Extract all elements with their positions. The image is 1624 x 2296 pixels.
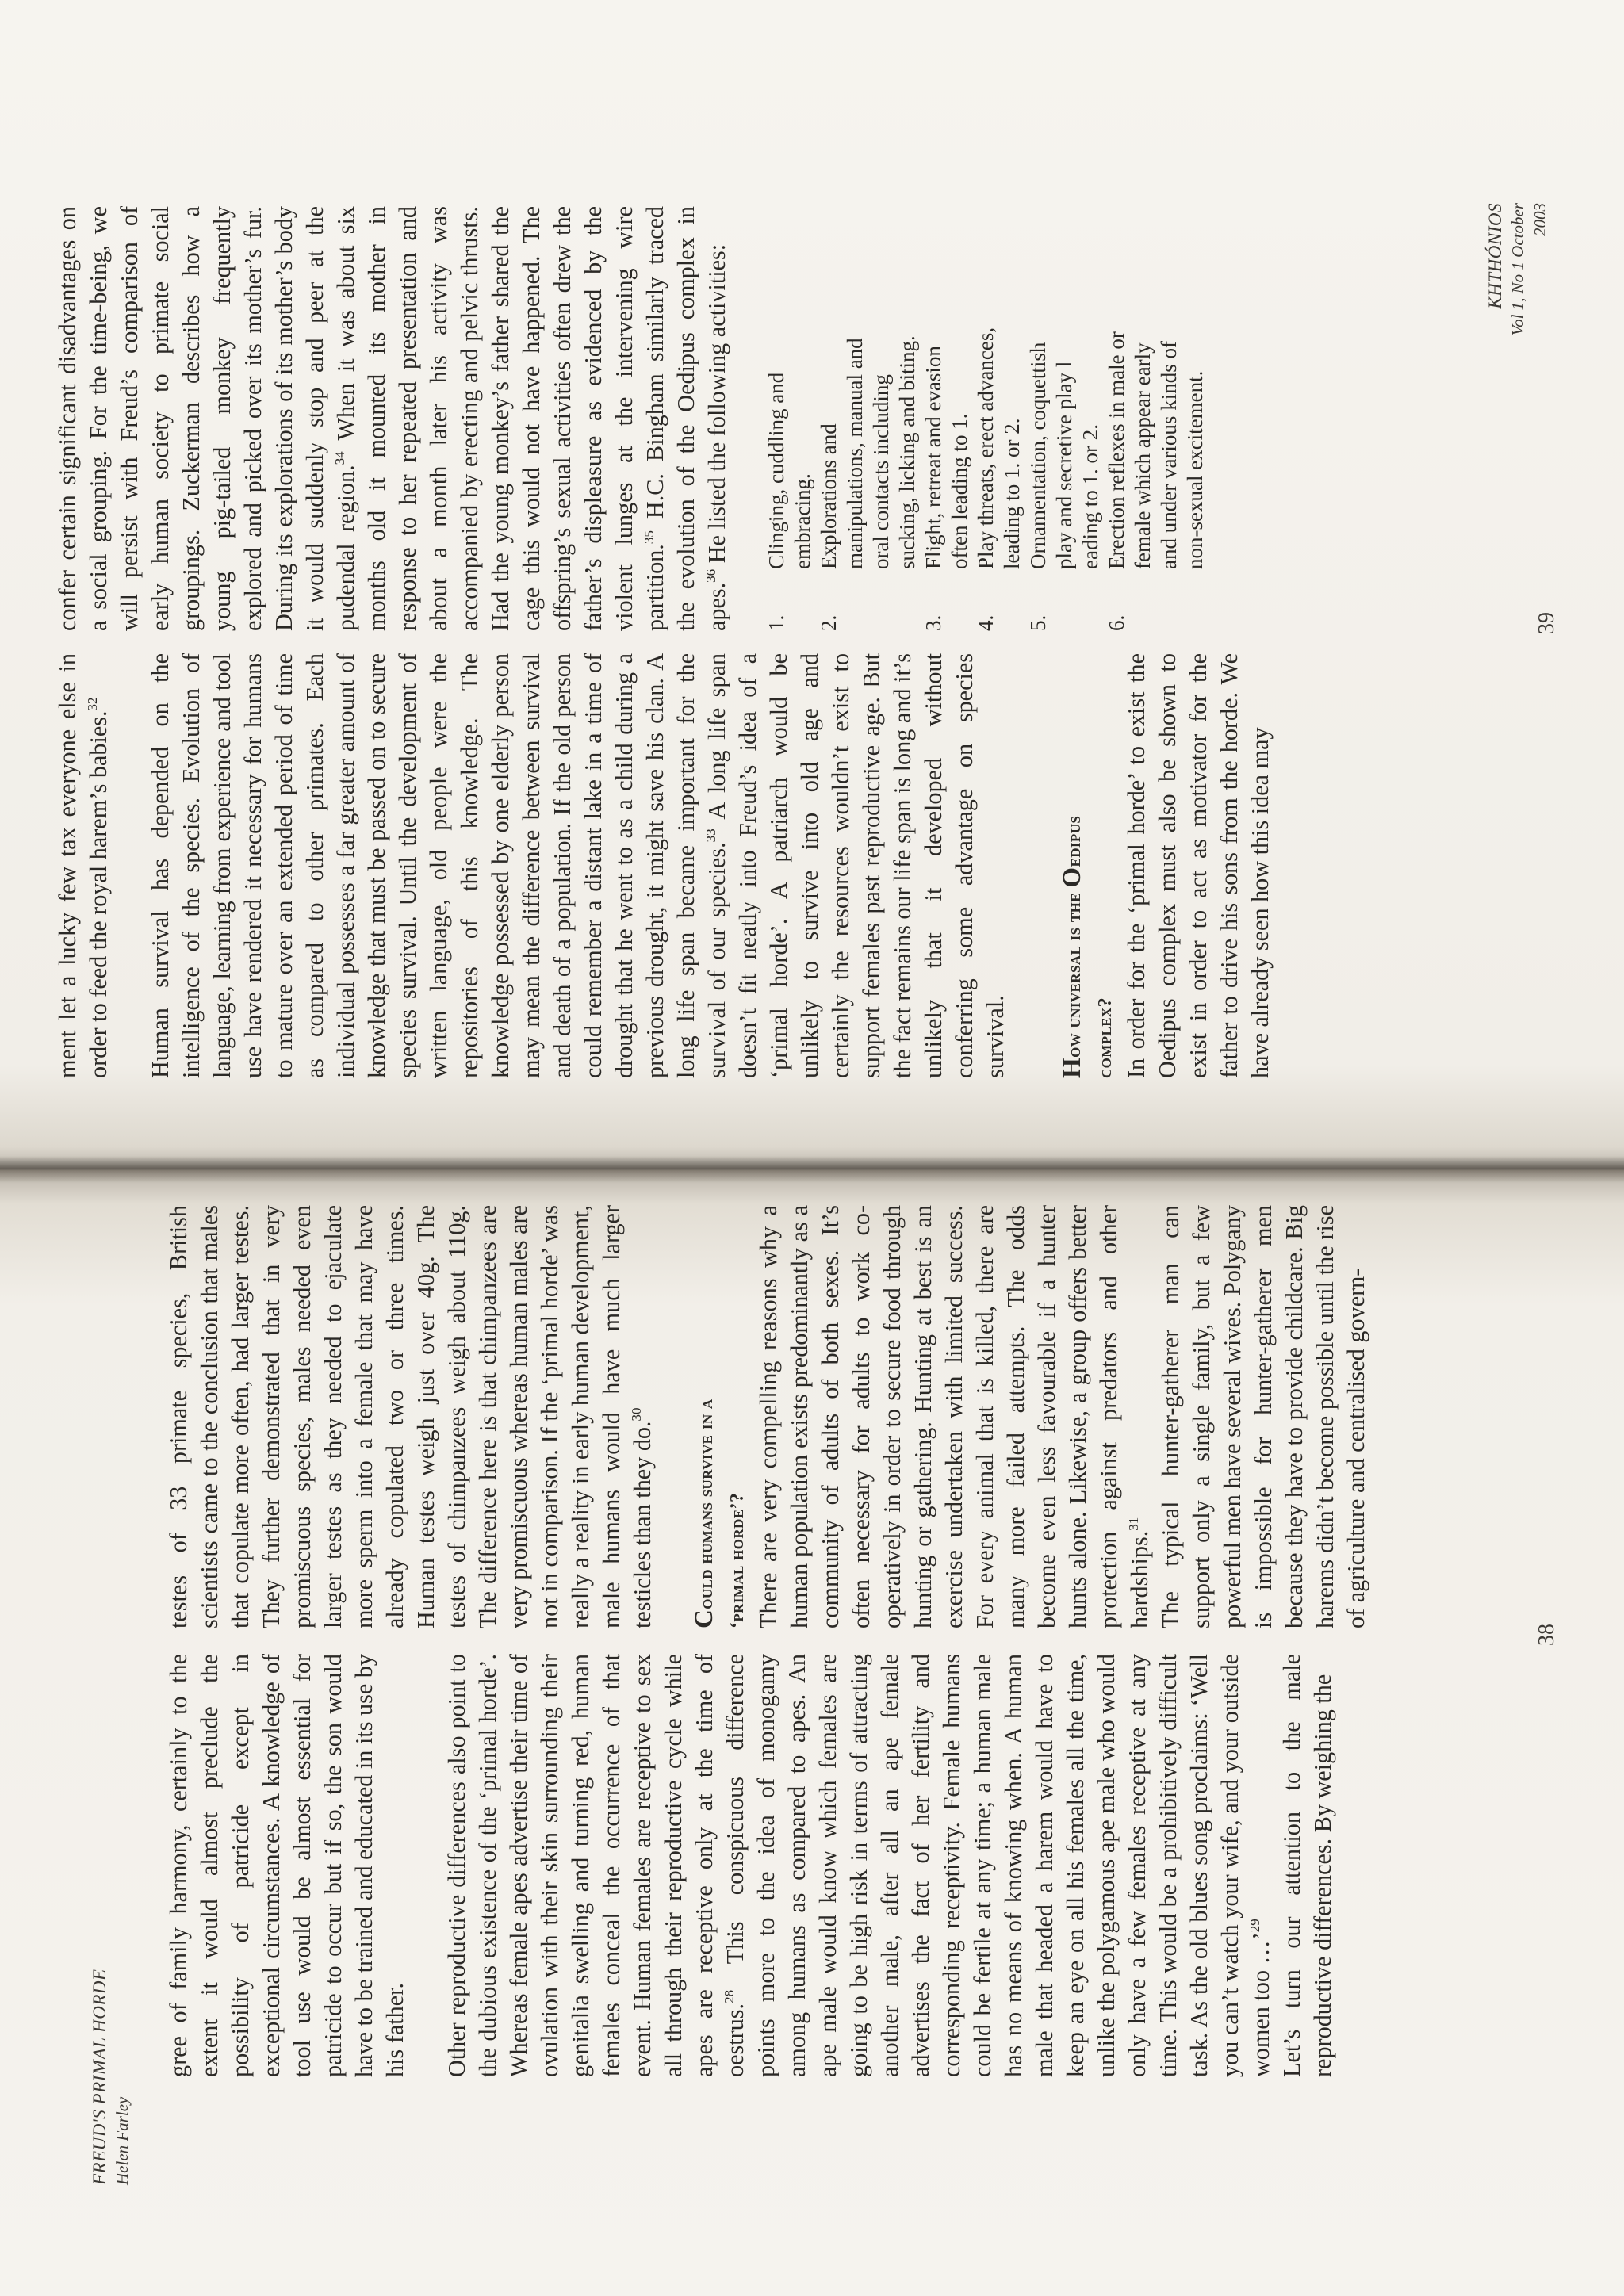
footnote-ref: 28 xyxy=(722,1989,737,2003)
footnote-ref: 29 xyxy=(1247,1919,1262,1933)
paragraph: There are very compelling reasons why a human population exists predominantly as a community of adults of both sexes. It’s often necessary for adults to work co-operatively in order to secure food through hunting or gathering. Hunting at best is an exercise undertaken with limited success. For every animal that is killed, there are many more failed attempts. The odds become even less favourable if a hunter hunts alone. Likewise, a group offers better protection against predators and other hardships.$^{31}$ xyxy=(755,1205,1153,1628)
list-item: 2. Explorations and manipulations, manual and oral contacts including sucking, licking and biting. xyxy=(817,335,919,631)
left-running-head xyxy=(89,1969,133,2185)
right-running-head xyxy=(1484,203,1551,362)
activity-list xyxy=(764,206,1208,631)
list-item: 6. Erection reflexes in male or female which appear early and under various kinds of non-sexual excitement. xyxy=(1105,331,1207,631)
left-column-2 xyxy=(163,1205,1372,1628)
footnote-ref: 30 xyxy=(629,1407,644,1422)
footnote-ref: 34 xyxy=(332,451,347,465)
right-header-issue: Vol 1, No 1 October 2003 xyxy=(1508,203,1549,336)
right-column-1 xyxy=(52,653,1276,1078)
paragraph: gree of family harmony, certainly to the extent it would almost preclude the possibility of patricide except in exceptional circumstances. A knowledge of tool use would be almost essential for patricide to occur but if so, the son would have to be trained and educated in its use by his father. xyxy=(165,1654,408,2077)
paragraph: Other reproductive differences also point to the dubious existence of the ‘primal horde’. Whereas female apes advertise their time of ovulation with their skin surrounding their genitalia swelling and turning red, human females conceal the occurrence of that event. Human females are receptive to sex all through their reproductive cycle while apes are receptive only at the time of oestrus.$^{28}$ This conspicuous difference points more to the idea of monogamy among humans as compared to apes. An ape male would know which females are going to be high risk in terms of attracting another male, after all an ape female advertises the fact of her fertility and corresponding receptivity. Female humans could be fertile at any time; a human male has no means of knowing when. A human male that headed a harem would have to keep an eye on all his females all the time, unlike the polygamous ape male who would only have a few females receptive at any time. This would be a prohibitively difficult task. As the old blues song proclaims: ‘Well you can’t watch your wife, and your outside women too …’$^{29}$ xyxy=(443,1654,1274,2077)
left-page xyxy=(0,1170,1624,2296)
footnote-ref: 31 xyxy=(1126,1517,1141,1531)
list-item: 5. Ornamentation, coquettish play and secretive play l eading to 1. or 2. xyxy=(1026,342,1102,631)
list-item: 1. Clinging, cuddling and embracing. xyxy=(764,372,814,631)
list-item: 4. Play threats, erect advances, leading to 1. or 2. xyxy=(974,327,1024,631)
paragraph: Let’s turn our attention to the male reproductive differences. By weighing the xyxy=(1278,1654,1336,2077)
section-heading: Could humans survive in a ‘primal horde’? xyxy=(690,1399,748,1628)
right-column-2 xyxy=(52,206,1208,631)
left-header-author: Helen Farley xyxy=(113,2096,132,2185)
paragraph: ment let a lucky few tax everyone else in order to feed the royal harem’s babies.$^{32}$ xyxy=(54,653,112,1078)
left-header-title: FREUD'S PRIMAL HORDE xyxy=(90,1969,109,2185)
paragraph: In order for the ‘primal horde’ to exist the Oedipus complex must also be shown to exist in order to act as motivator for the father to drive his sons from the horde. We have already seen how this idea may xyxy=(1123,653,1274,1078)
paragraph: Human survival has depended on the intelligence of the species. Evolution of language, learning from experience and tool use have rendered it necessary for humans to mature over an extended period of time as compared to other primates. Each individual possesses a far greater amount of knowledge that must be passed on to secure species survival. Until the development of written language, old people were the repositories of this knowledge. The knowledge possessed by one elderly person may mean the difference between survival and death of a population. If the old person could remember a distant lake in a time of drought that he went to as a child during a previous drought, it might save his clan. A long life span became important for the survival of our species.$^{33}$ A long life span doesn’t fit neatly into Freud’s idea of a ‘primal horde’. A patriarch would be unlikely to survive into old age and certainly the resources wouldn’t exist to support females past reproductive age. But the fact remains our life span is long and it’s unlikely that it developed without conferring some advantage on species survival. xyxy=(147,653,1009,1078)
section-heading: How universal is the Oedipus complex? xyxy=(1058,815,1116,1078)
right-page-number: 39 xyxy=(1534,612,1559,634)
left-page-number: 38 xyxy=(1534,1624,1559,1646)
paragraph: testes of 33 primate species, British scientists came to the conclusion that males that copulate more often, had larger testes. They further demonstrated that in very promiscuous species, males needed even larger testes as they needed to ejaculate more sperm into a female that may have already copulated two or three times. Human testes weigh just over 40g. The testes of chimpanzees weigh about 110g. The difference here is that chimpanzees are very promiscuous whereas human males are not in comparison. If the ‘primal horde’ was really a reality in early human development, male humans would have much larger testicles than they do.$^{30}$ xyxy=(165,1205,656,1628)
paragraph: The typical hunter-gatherer man can support only a single family, but a few powerful men have several wives. Polygany is impossible for hunter-gatherer men because they have to provide childcare. Big harems didn’t become possible until the rise of agriculture and centralised govern- xyxy=(1157,1205,1369,1628)
footnote-ref: 35 xyxy=(642,530,657,545)
book-gutter-shadow xyxy=(0,1156,1624,1183)
paragraph: confer certain significant disadvantages on a social grouping. For the time-being, we will persist with Freud’s comparison of early human society to primate social groupings. Zuckerman describes how a young pig-tailed monkey frequently explored and picked over its mother’s fur. During its explorations of its mother’s body it would suddenly stop and peer at the pudendal region.$^{34}$ When it was about six months old it mounted its mother in response to her repeated presentation and about a month later his activity was accompanied by erecting and pelvic thrusts. Had the young monkey’s father shared the cage this would not have happened. The offspring’s sexual activities often drew the father’s displeasure as evidenced by the violent lunges at the intervening wire partition.$^{35}$ H.C. Bingham similarly traced the evolution of the Oedipus complex in apes.$^{36}$ He listed the following activities: xyxy=(54,206,730,631)
footnote-ref: 32 xyxy=(85,697,100,711)
left-column-1 xyxy=(163,1654,1339,2077)
list-item: 3. Flight, retreat and evasion often leading to 1. xyxy=(921,346,971,631)
footnote-ref: 33 xyxy=(703,828,718,843)
footnote-ref: 36 xyxy=(703,568,718,583)
right-header-title: KHTHÓNIOS xyxy=(1485,203,1505,309)
